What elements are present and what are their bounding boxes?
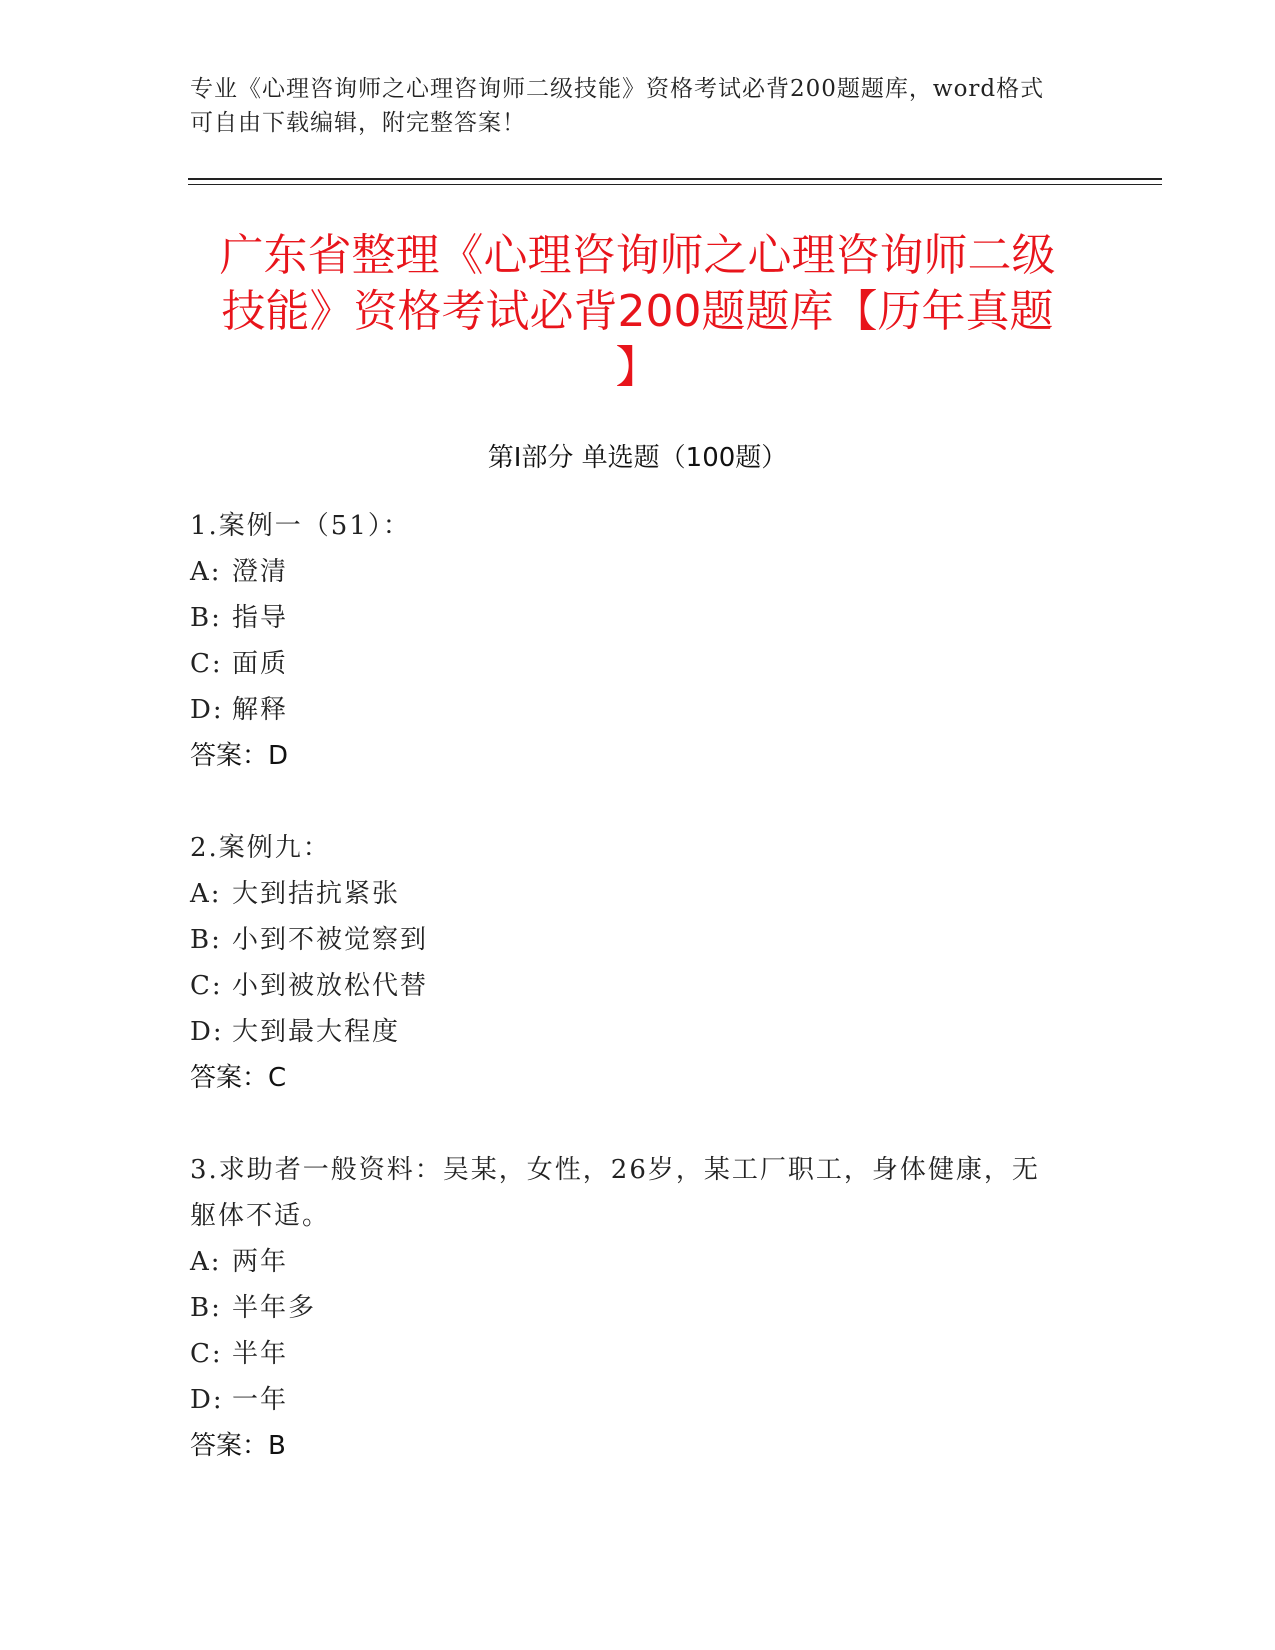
option-text: 小到被放松代替 [232, 971, 429, 1001]
option-letter: D: [190, 1017, 224, 1047]
question-stem-line: 躯体不适。 [190, 1201, 331, 1231]
answer-label: 答案： [190, 1063, 269, 1093]
question-stem [190, 825, 1070, 871]
answer-value: D [268, 741, 289, 771]
question-1 [190, 503, 1070, 779]
option-letter: A: [190, 879, 222, 909]
option-text: 小到不被觉察到 [232, 925, 429, 955]
option-d [190, 1377, 1070, 1423]
section-title: 第Ⅰ部分 单选题（100题） [487, 443, 788, 473]
question-3 [190, 1147, 1070, 1469]
header-note-line-1: 专业《心理咨询师之心理咨询师二级技能》资格考试必背200题题库，word格式 [190, 76, 1045, 102]
option-letter: D: [190, 695, 224, 725]
document-title [190, 228, 1085, 396]
option-letter: A: [190, 1247, 222, 1277]
option-text: 大到拮抗紧张 [232, 879, 401, 909]
document-title-line-3: 】 [615, 342, 660, 393]
option-d [190, 1009, 1070, 1055]
option-b [190, 595, 1070, 641]
question-stem-line: 2.案例九： [190, 833, 331, 863]
option-a [190, 1239, 1070, 1285]
answer-label: 答案： [190, 1431, 269, 1461]
option-text: 半年 [232, 1339, 289, 1369]
option-text: 面质 [232, 649, 289, 679]
answer-value: B [268, 1431, 286, 1461]
option-letter: C: [190, 649, 223, 679]
document-title-line-1: 广东省整理《心理咨询师之心理咨询师二级 [219, 230, 1056, 281]
option-text: 大到最大程度 [232, 1017, 401, 1047]
question-stem [190, 503, 1070, 549]
header-divider-thick [188, 178, 1162, 180]
header-note-line-2: 可自由下载编辑，附完整答案！ [190, 110, 526, 136]
option-letter: A: [190, 557, 222, 587]
question-stem [190, 1147, 1070, 1239]
question-stem-line: 1.案例一（51）： [190, 511, 411, 541]
option-a [190, 871, 1070, 917]
option-c [190, 1331, 1070, 1377]
option-text: 指导 [232, 603, 289, 633]
option-c [190, 963, 1070, 1009]
option-b [190, 1285, 1070, 1331]
question-2 [190, 825, 1070, 1101]
option-letter: B: [190, 1293, 222, 1323]
option-c [190, 641, 1070, 687]
answer [190, 733, 1070, 779]
option-text: 半年多 [232, 1293, 317, 1323]
header-note [190, 72, 1070, 140]
option-letter: C: [190, 971, 223, 1001]
option-letter: B: [190, 603, 222, 633]
option-b [190, 917, 1070, 963]
option-text: 澄清 [232, 557, 289, 587]
option-text: 两年 [232, 1247, 289, 1277]
option-letter: D: [190, 1385, 224, 1415]
option-d [190, 687, 1070, 733]
option-text: 解释 [232, 695, 289, 725]
option-a [190, 549, 1070, 595]
question-stem-line: 3.求助者一般资料：吴某，女性，26岁，某工厂职工，身体健康，无 [190, 1155, 1040, 1185]
option-letter: C: [190, 1339, 223, 1369]
header-divider-thin [188, 184, 1162, 185]
option-text: 一年 [232, 1385, 289, 1415]
option-letter: B: [190, 925, 222, 955]
answer-value: C [268, 1063, 287, 1093]
answer-label: 答案： [190, 741, 269, 771]
answer [190, 1055, 1070, 1101]
document-title-line-2: 技能》资格考试必背200题题库【历年真题 [221, 286, 1054, 337]
answer [190, 1423, 1070, 1469]
